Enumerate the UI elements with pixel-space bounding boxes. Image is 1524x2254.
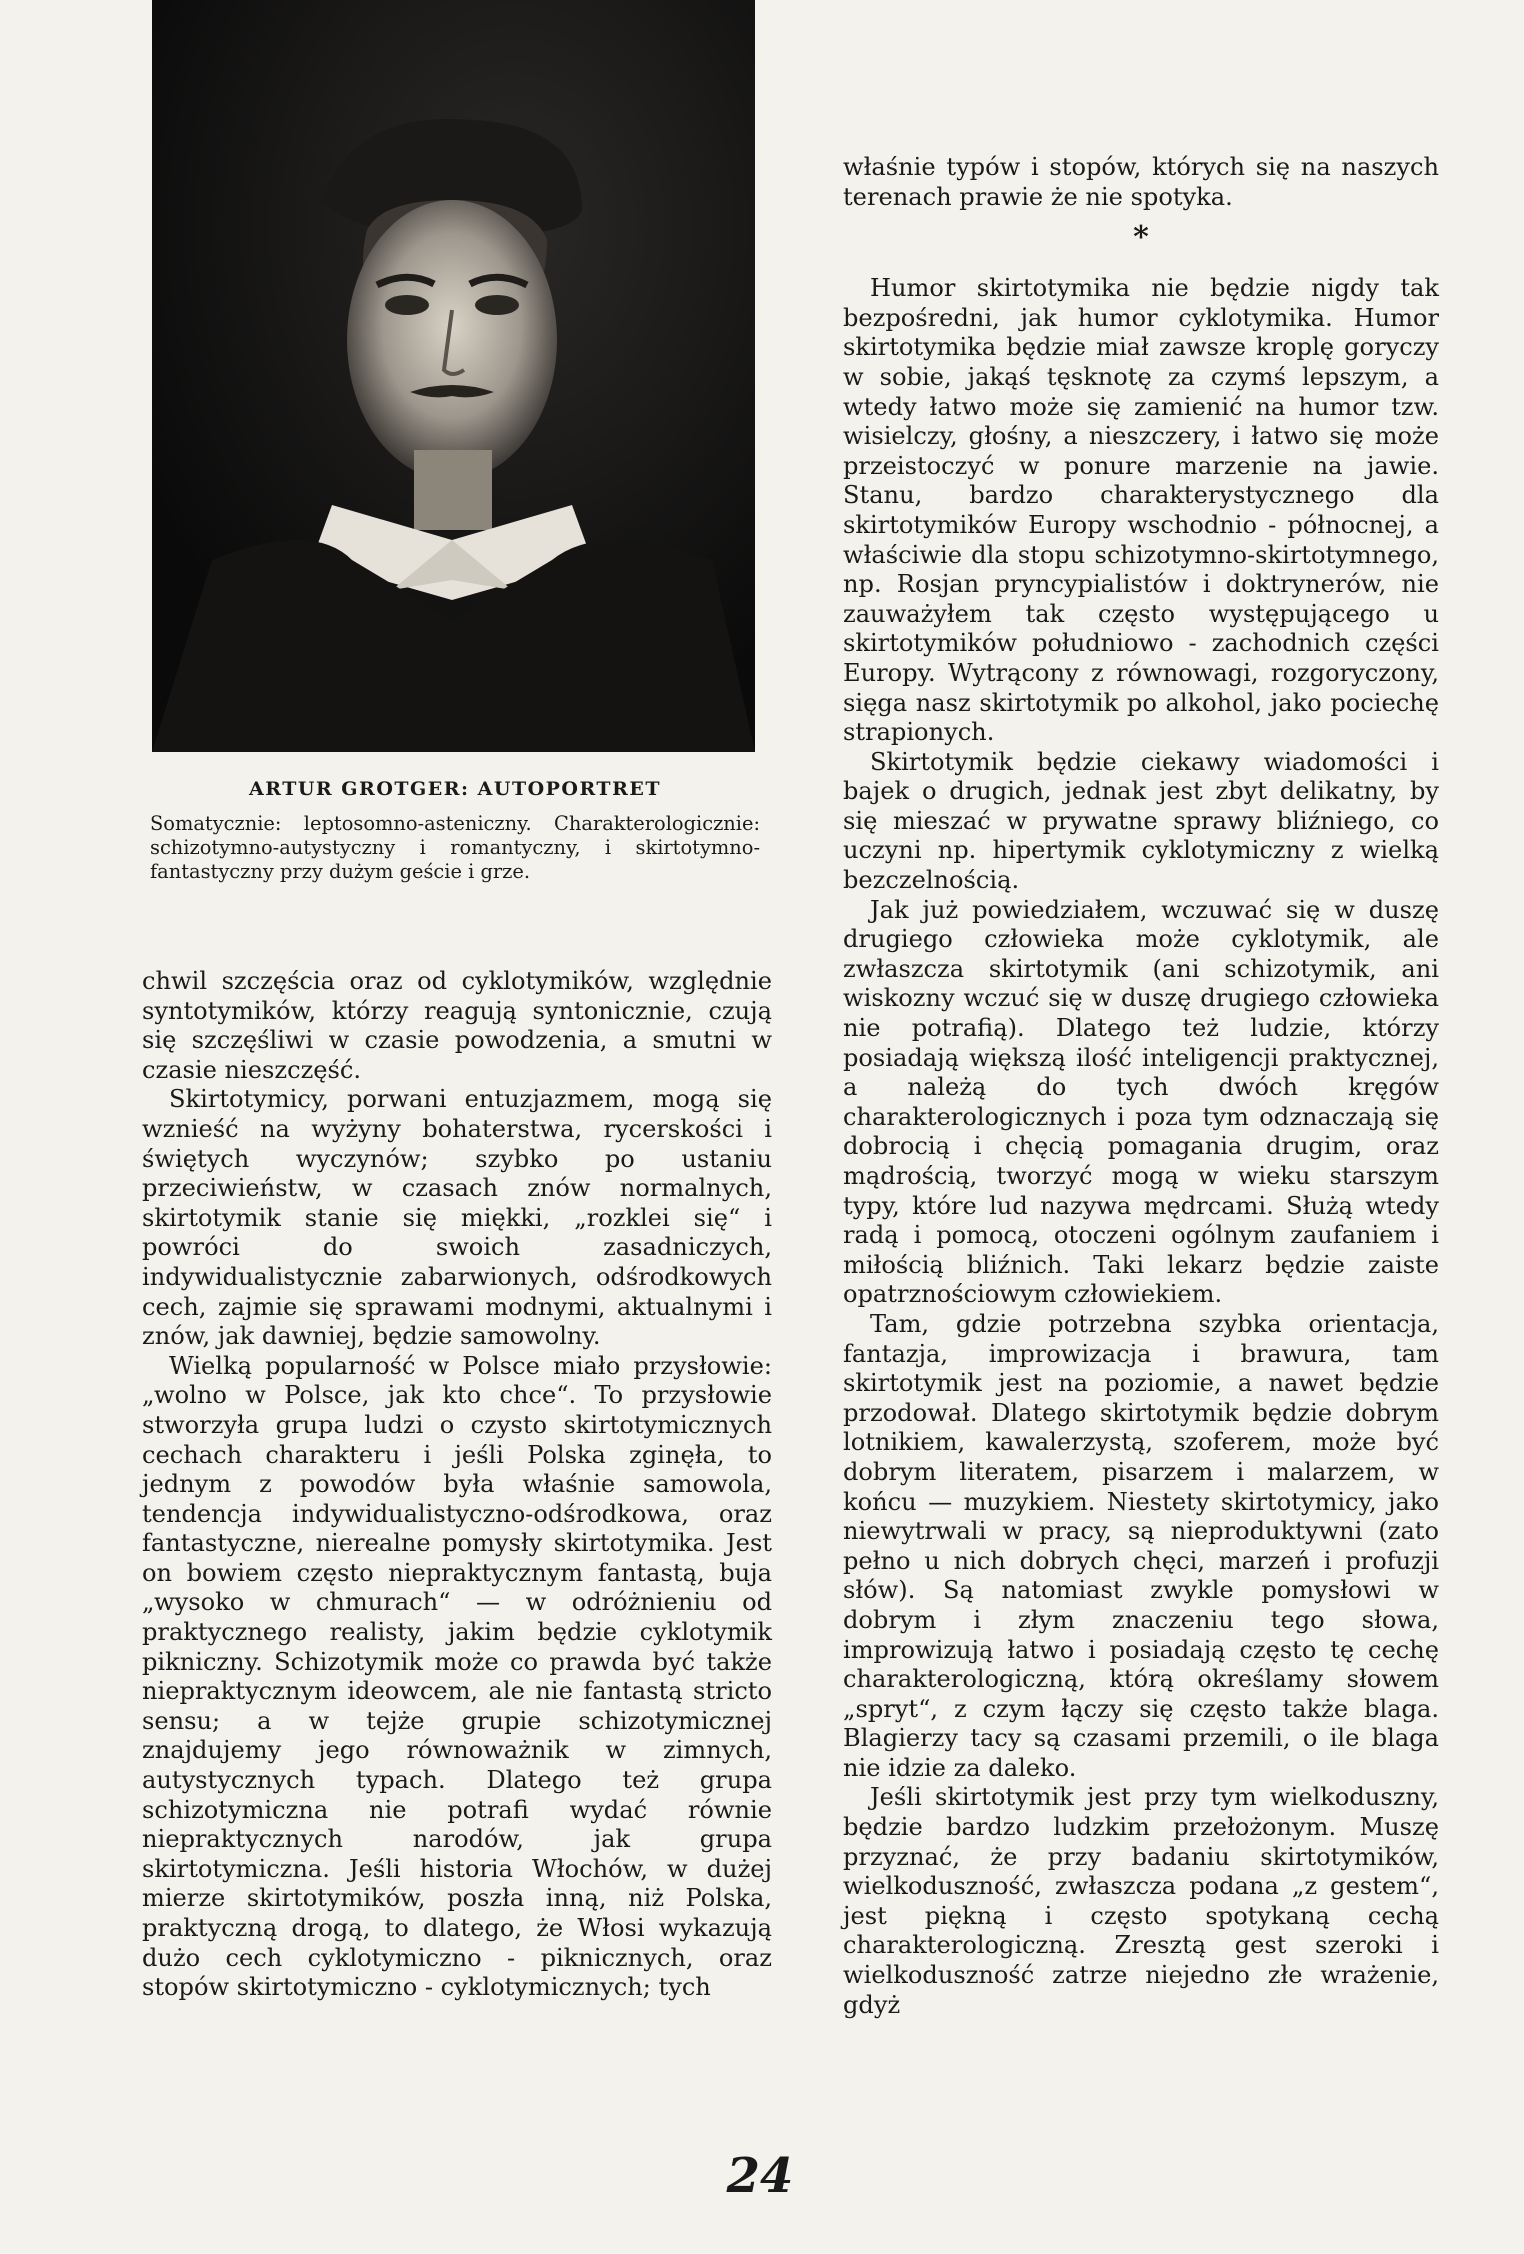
left-column-continuation: chwil szczęścia oraz od cyklotymików, względnie syntotymików, którzy reagują syntonicznie, czują się szczęśliwi w czasie powodzenia, a smutni w czasie nieszczęść. <box>142 967 772 1084</box>
paragraph: Skirtotymik będzie ciekawy wiadomości i bajek o drugich, jednak jest zbyt delikatny, by się mieszać w prywatne sprawy bliźniego, co uczyni np. hipertymik cyklotymiczny z wielką bezczelnością. <box>843 747 1439 895</box>
paragraph: Humor skirtotymika nie będzie nigdy tak bezpośredni, jak humor cyklotymika. Humor skirtotymika będzie miał zawsze kroplę goryczy w sobie, jakąś tęsknotę za czymś lepszym, a wtedy łatwo może się zamienić na humor tzw. wisielczy, głośny, a nieszczery, i łatwo się może przeistoczyć w ponure marzenie na jawie. Stanu, bardzo charakterystycznego dla skirtotymików Europy wschodnio - północnej, a właściwie dla stopu schizotymno-skirtotymnego, np. Rosjan pryncypialistów i doktrynerów, nie zauważyłem tak często występującego u skirtotymików południowo - zachodnich części Europy. Wytrącony z równowagi, rozgoryczony, sięga nasz skirtotymik po alkohol, jako pociechę strapionych. <box>843 274 1439 747</box>
portrait-photo <box>152 0 755 752</box>
paragraph: Jak już powiedziałem, wczuwać się w duszę drugiego człowieka może cyklotymik, ale zwłaszcza skirtotymik (ani schizotymik, ani wiskozny wczuć się w duszę drugiego człowieka nie potrafią). Dlatego też ludzie, którzy posiadają większą ilość inteligencji praktycznej, a należą do tych dwóch kręgów charakterologicznych i poza tym odznaczają się dobrocią i chęcią pomagania drugim, oraz mądrością, tworzyć mogą w wieku starszym typy, które lud nazywa mędrcami. Służą wtedy radą i pomocą, otoczeni ogólnym zaufaniem i miłością bliźnich. Taki lekarz będzie zaiste opatrznościowym człowiekiem. <box>843 895 1439 1309</box>
right-column-continuation: właśnie typów i stopów, których się na naszych terenach prawie że nie spotyka. <box>843 153 1439 211</box>
paragraph: Jeśli skirtotymik jest przy tym wielkoduszny, będzie bardzo ludzkim przełożonym. Muszę przyznać, że przy badaniu skirtotymików, wielkoduszność, zwłaszcza podana „z gestem“, jest piękną i często spotykaną cechą charakterologiczną. Zresztą gest szeroki i wielkoduszność zatrze niejedno złe wrażenie, gdyż <box>843 1783 1439 2019</box>
right-column <box>843 153 1439 2020</box>
paragraph: Skirtotymicy, porwani entuzjazmem, mogą się wznieść na wyżyny bohaterstwa, rycerskości i świętych wyczynów; szybko po ustaniu przeciwieństw, w czasach znów normalnych, skirtotymik stanie się miękki, „rozklei się“ i powróci do swoich zasadniczych, indywidualistycznie zabarwionych, odśrodkowych cech, zajmie się sprawami modnymi, aktualnymi i znów, jak dawniej, będzie samowolny. <box>142 1085 772 1351</box>
portrait-image <box>152 0 755 752</box>
caption-title: ARTUR GROTGER: AUTOPORTRET <box>249 778 661 800</box>
photo-caption <box>150 778 760 884</box>
left-column <box>142 967 772 2003</box>
section-separator: * <box>1133 220 1149 256</box>
paragraph: Tam, gdzie potrzebna szybka orientacja, fantazja, improwizacja i brawura, tam skirtotymik jest na poziomie, a nawet będzie przodował. Dlatego skirtotymik będzie dobrym lotnikiem, kawalerzystą, szoferem, może być dobrym literatem, pisarzem i malarzem, w końcu — muzykiem. Niestety skirtotymicy, jako niewytrwali w pracy, są nieproduktywni (zato pełno u nich dobrych chęci, marzeń i profuzji słów). Są natomiast zwykle pomysłowi w dobrym i złym znaczeniu tego słowa, improwizują łatwo i posiadają często tę cechę charakterologiczną, którą określamy słowem „spryt“, z czym łączy się często także blaga. Blagierzy tacy są czasami przemili, o ile blaga nie idzie za daleko. <box>843 1309 1439 1782</box>
paragraph: Wielką popularność w Polsce miało przysłowie: „wolno w Polsce, jak kto chce“. To przysłowie stworzyła grupa ludzi o czysto skirtotymicznych cechach charakteru i jeśli Polska zginęła, to jednym z powodów była właśnie samowola, tendencja indywidualistyczno-odśrodkowa, oraz fantastyczne, nierealne pomysły skirtotymika. Jest on bowiem często niepraktycznym fantastą, buja „wysoko w chmurach“ — w odróżnieniu od praktycznego realisty, jakim będzie cyklotymik pikniczny. Schizotymik może co prawda być także niepraktycznym ideowcem, ale nie fantastą stricto sensu; a w tejże grupie schizotymicznej znajdujemy jego równoważnik w zimnych, autystycznych typach. Dlatego też grupa schizotymiczna nie potrafi wydać równie niepraktycznych narodów, jak grupa skirtotymiczna. Jeśli historia Włochów, w dużej mierze skirtotymików, poszła inną, niż Polska, praktyczną drogą, to dlatego, że Włosi wykazują dużo cech cyklotymiczno - piknicznych, oraz stopów skirtotymiczno - cyklotymicznych; tych <box>142 1351 772 2002</box>
page-number: 24 <box>726 2148 794 2204</box>
caption-text: Somatycznie: leptosomno-asteniczny. Charakterologicznie: schizotymno-autystyczny i romantyczny, i skirtotymno-fantastyczny przy dużym geście i grze. <box>150 812 760 883</box>
